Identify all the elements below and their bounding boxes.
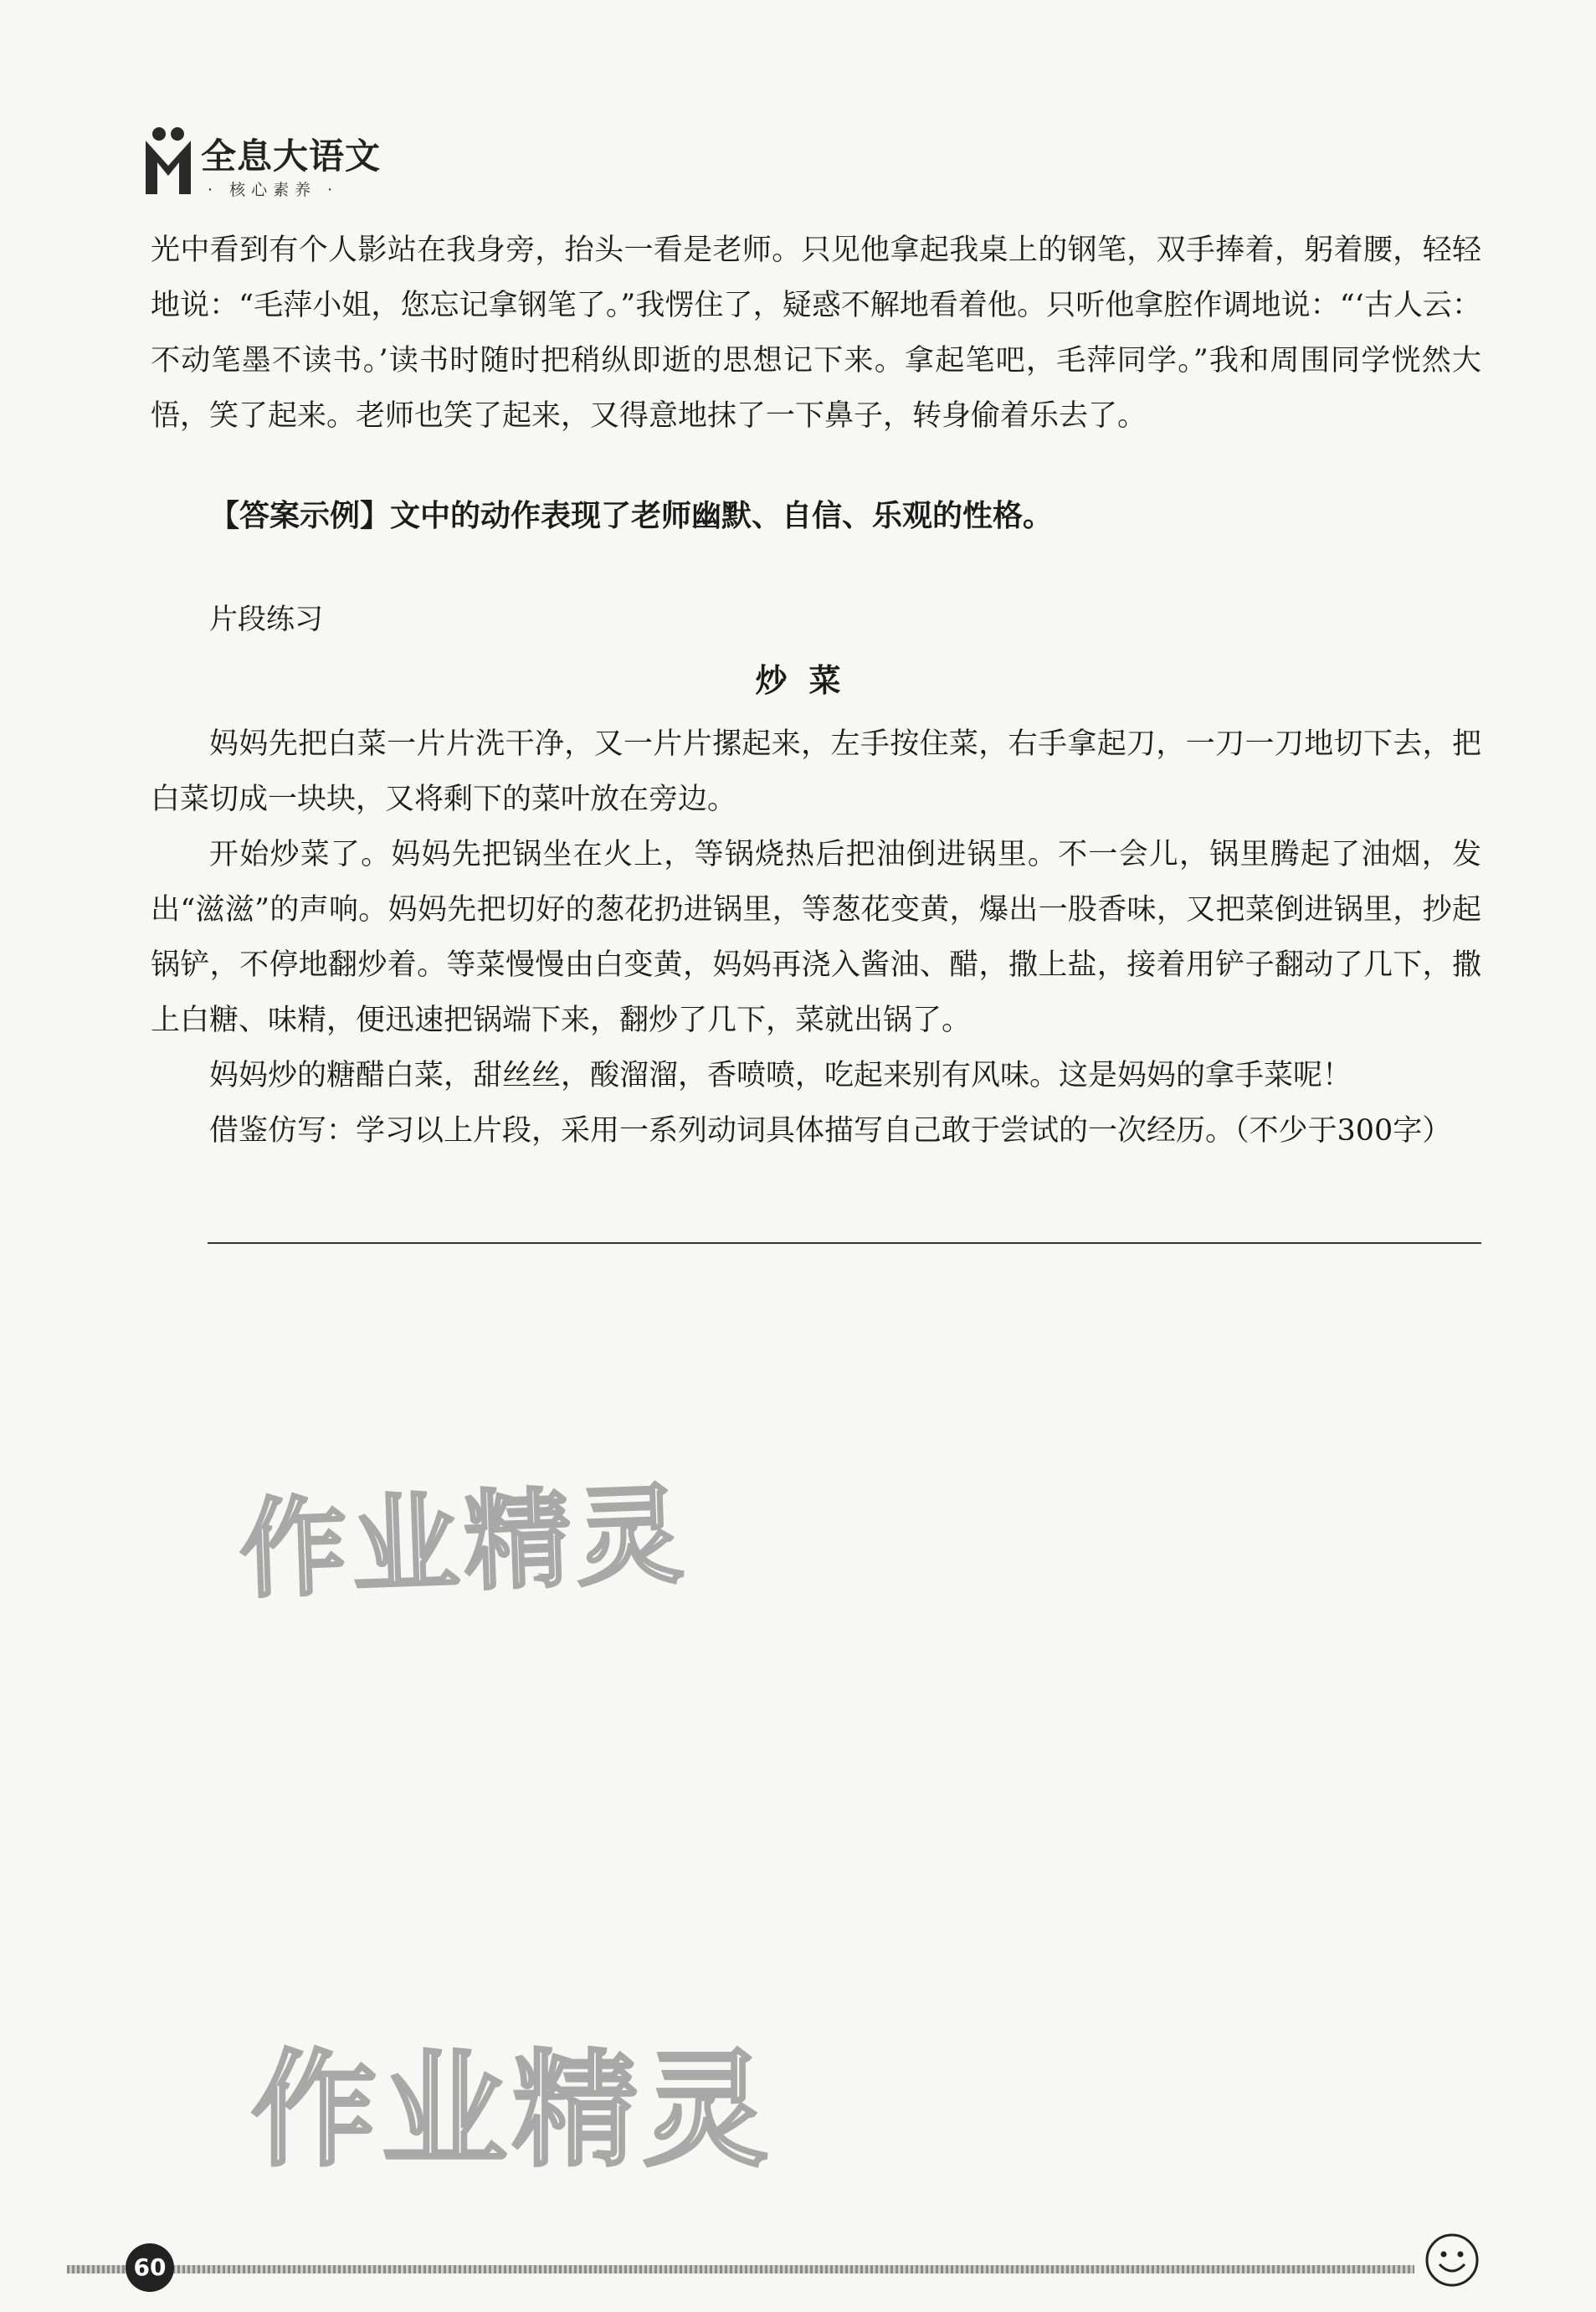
essay-paragraph: 妈妈炒的糖醋白菜，甜丝丝，酸溜溜，香喷喷，吃起来别有风味。这是妈妈的拿手菜呢！: [209, 1059, 1352, 1092]
answer-line: [208, 1242, 1481, 1244]
section-label: 片段练习: [209, 603, 323, 636]
essay-paragraph: 妈妈先把白菜一片片洗干净，又一片片摞起来，左手按住菜，右手拿起刀，一刀一刀地切下去，把白菜切成一块块，又将剩下的菜叶放在旁边。: [151, 727, 1481, 816]
continuation-paragraph: 光中看到有个人影站在我身旁，抬头一看是老师。只见他拿起我桌上的钢笔，双手捧着，躬着腰，轻轻地说：“毛萍小姐，您忘记拿钢笔了。”我愣住了，疑惑不解地看着他。只听他拿腔作调地说：“‘古人云：不动笔墨不读书。’读书时随时把稍纵即逝的思想记下来。拿起笔吧，毛萍同学。”我和周围同学恍然大悟，笑了起来。老师也笑了起来，又得意地抹了一下鼻子，转身偷着乐去了。: [151, 234, 1481, 433]
logo-title: 全息大语文: [201, 136, 382, 177]
watermark: 作业精灵: [237, 1472, 690, 1614]
page-number: 60: [126, 2243, 174, 2292]
logo-subtitle: · 核心素养 ·: [208, 181, 339, 199]
watermark: 作业精灵: [251, 2038, 774, 2184]
answer-example: 【答案示例】文中的动作表现了老师幽默、自信、乐观的性格。: [209, 499, 1054, 533]
essay-title: 炒菜: [755, 662, 863, 699]
essay-body: [151, 717, 1481, 1159]
footer-bar: [67, 2265, 1414, 2273]
writing-task: 借鉴仿写：学习以上片段，采用一系列动词具体描写自己敢于尝试的一次经历。（不少于300字）: [209, 1114, 1452, 1148]
essay-paragraph: 开始炒菜了。妈妈先把锅坐在火上，等锅烧热后把油倒进锅里。不一会儿，锅里腾起了油烟，发出“滋滋”的声响。妈妈先把切好的葱花扔进锅里，等葱花变黄，爆出一股香味，又把菜倒进锅里，抄起锅铲，不停地翻炒着。等菜慢慢由白变黄，妈妈再浇入酱油、醋，撒上盐，接着用铲子翻动了几下，撒上白糖、味精，便迅速把锅端下来，翻炒了几下，菜就出锅了。: [151, 838, 1481, 1037]
smiley-icon: [1423, 2231, 1481, 2289]
publisher-logo: [142, 117, 393, 209]
logo-mark-icon: [142, 124, 194, 199]
continuation-text: [151, 223, 1481, 444]
